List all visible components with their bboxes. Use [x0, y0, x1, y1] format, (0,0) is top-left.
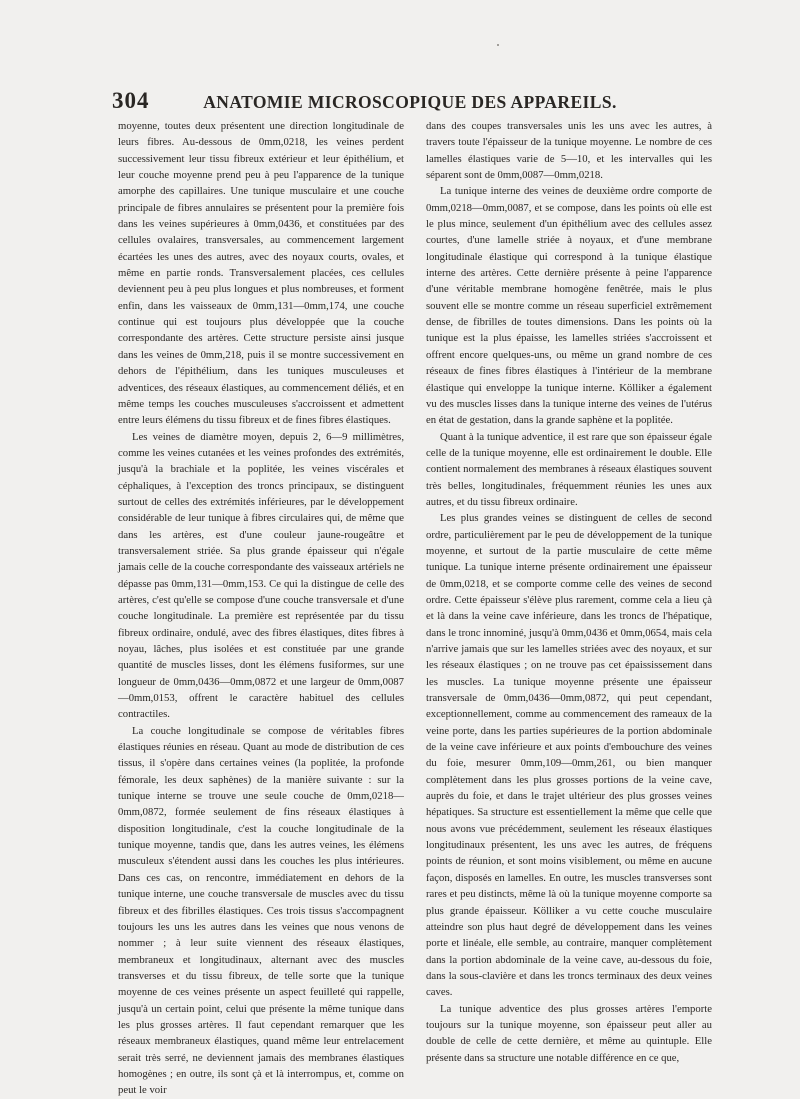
paragraph: dans des coupes transversales unis les uns avec les autres, à travers toute l'épaisseur de la tunique moyenne. Le nombre de ces lamelles élastiques varie de 5—10, et les intervalles qui les séparent sont de 0mm,0087—0mm,0218.	[426, 120, 712, 182]
paragraph: La tunique adventice des plus grosses artères l'emporte toujours sur la tunique moyenne, son épaisseur peut aller au double de celle de cette dernière, et même au quintuple. Elle présente dans sa structure une notable différence en ce que,	[426, 1002, 712, 1064]
paragraph: La couche longitudinale se compose de véritables fibres élastiques réunies en réseau. Quant au mode de distribution de ces tissus, il s'opère dans certaines veines (la poplitée, la profonde fémorale, les deux saphènes) de la manière suivante : sur la tunique interne se trouve une seule couche de 0mm,0218—0mm,0872, formée seulement de fins réseaux élastiques à disposition longitudinale, c'est la couche longitudinale de la tunique moyenne, tandis que, dans les autres veines, les élémens musculeux s'étendent aussi dans les couches les plus intérieures. Dans ces cas, on rencontre, immédiatement en dehors de la tunique interne, une couche transversale de muscles avec du tissu fibreux et des fibrilles élastiques. Ces trois tissus s'accompagnent toujours les uns les autres dans les veines que nous venons de nommer ; à leur suite viennent des réseaux élastiques, membraneux et longitudinaux, alternant avec des muscles transverses et du tissu fibreux, de telle sorte que la tunique moyenne de ces veines présente un aspect feuilleté qui rappelle, jusqu'à un certain point, celui que présente la même tunique dans les plus grosses artères. Il faut cependant remarquer que les réseaux membraneux élastiques, quand même leur entrelacement serait très serré, ne deviennent jamais des membranes élastiques homogènes ; en outre, ils sont çà et là interrompus, et, comme on peut le voir	[118, 724, 404, 1097]
left-column	[118, 118, 404, 1099]
right-column	[426, 118, 712, 1066]
paper-speck	[497, 44, 499, 46]
paragraph: Les plus grandes veines se distinguent de celles de second ordre, particulièrement par le peu de développement de la tunique moyenne, et surtout de la partie musculaire de cette même tunique. La tunique interne présente ordinairement une épaisseur de 0mm,0218, et se comporte comme celle des veines de second ordre. Cette épaisseur s'élève plus rarement, comme cela a lieu çà et là dans la veine cave inférieure, dans les troncs de l'hépatique, dans le tronc innominé, jusqu'à 0mm,0436 et 0mm,0654, mais cela n'arrive jamais que sur les lamelles striées avec des noyaux, et sur les réseaux élastiques ; on ne trouve pas cet épaississement dans les muscles. La tunique moyenne présente une épaisseur transversale de 0mm,0436—0mm,0872, qui peut cependant, exceptionnellement, comme au commencement des rameaux de la veine porte, dans les parties supérieures de la portion abdominale de la veine cave inférieure et aux points d'embouchure des veines du foie, mesurer 0mm,109—0mm,261, ou bien manquer complètement dans les plus grosses portions de la veine cave, auprès du foie, et dans le trajet ultérieur des plus grosses veines hépatiques. Sa structure est essentiellement la même que celle que nous avons vue précédemment, seulement les réseaux élastiques longitudinaux présentent, les uns avec les autres, de fréquens points de réunion, et sont moins visiblement, ou même en aucune façon, disposés en lamelles. En outre, les muscles transverses sont rares et peu distincts, même là où la tunique moyenne comporte sa plus grande épaisseur. Kölliker a vu cette couche musculaire atteindre son plus haut degré de développement dans les veines porte et linéale, elle semble, au contraire, manquer complètement dans la portion abdominale de la veine cave, au-dessous du foie, dans la sous-clavière et dans les troncs terminaux des deux veines caves.	[426, 512, 712, 999]
paragraph: Les veines de diamètre moyen, depuis 2, 6—9 millimètres, comme les veines cutanées et les veines profondes des extrémités, jusqu'à la brachiale et la poplitée, les veines viscérales et céphaliques, à l'exception des troncs principaux, se distinguent surtout de celles des extrémités inférieures, par le développement considérable de leur tunique à fibres circulaires qui, de même que dans les artères, est d'une couleur jaune-rougeâtre et transversalement striée. Sa plus grande épaisseur qui n'égale jamais celle de la couche correspondante des vaisseaux artériels ne dépasse pas 0mm,131—0mm,153. Ce qui la distingue de celle des artères, c'est qu'elle se compose d'une couche transversale et d'une couche longitudinale. La première est représentée par du tissu fibreux ordinaire, ondulé, avec des fibres élastiques, dites fibres à noyau, lâches, plus isolées et est constituée par une grande quantité de muscles lisses, dont les élémens fusiformes, sur une longueur de 0mm,0436—0mm,0872 et une largeur de 0mm,0087—0mm,0153, offrent le caractère habituel des cellules contractiles.	[118, 430, 404, 721]
paragraph: Quant à la tunique adventice, il est rare que son épaisseur égale celle de la tunique moyenne, elle est ordinairement le double. Elle contient normalement des membranes à réseaux élastiques souvent très belles, longitudinales, fréquemment réunies les unes aux autres, et du tissu fibreux ordinaire.	[426, 430, 712, 508]
paragraph: La tunique interne des veines de deuxième ordre comporte de 0mm,0218—0mm,0087, et se compose, dans les points où elle est le plus mince, seulement d'un épithélium avec des cellules assez courtes, d'une lamelle striée à noyaux, et d'une membrane longitudinale élastique qui correspond à la tunique élastique interne des artères. Cette dernière présente à peine l'apparence d'une véritable membrane homogène fenêtrée, mais le plus souvent elle se montre comme un réseau superficiel extrêmement dense, de fibrilles de toutes dimensions. Dans les points où la tunique est la plus épaisse, les lamelles striées s'accroissent et offrent encore quelques-uns, ou même un grand nombre de ces réseaux de fines fibres élastiques à l'intérieur de la membrane élastique qui enveloppe la tunique interne. Kölliker a également vu des muscles lisses dans la tunique interne des veines de l'utérus en état de gestation, dans la grande saphène et la poplitée.	[426, 185, 712, 427]
page-number: 304	[112, 88, 150, 113]
paragraph: moyenne, toutes deux présentent une direction longitudinale de leurs fibres. Au-dessous de 0mm,0218, les veines perdent successivement leur tissu fibreux extérieur et leur épithélium, et leur couche moyenne prend peu à peu l'apparence de la tunique amorphe des capillaires. Une tunique musculaire et une couche principale de fibres annulaires se présentent pour la première fois dans les veines supérieures à 0mm,0436, et constituées par des cellules ovalaires, transversales, au commencement largement écartées les unes des autres, avec des noyaux courts, ovales, et même en partie ronds. Transversalement placées, ces cellules deviennent peu à peu plus longues et plus nombreuses, et forment enfin, dans les vaisseaux de 0mm,131—0mm,174, une couche continue qui est toujours plus développée que la couche correspondante des artères. Cette structure persiste ainsi jusque dans les veines de 0mm,218, puis il se montre successivement en dehors de l'épithélium, dans les tuniques musculeuses et adventices, des réseaux élastiques, au commencement déliés, et en même temps les couches musculeuses s'accroissent et admettent entre leurs élémens du tissu fibreux et de fines fibres élastiques.	[118, 120, 404, 427]
running-title: ANATOMIE MICROSCOPIQUE DES APPAREILS.	[203, 92, 617, 112]
